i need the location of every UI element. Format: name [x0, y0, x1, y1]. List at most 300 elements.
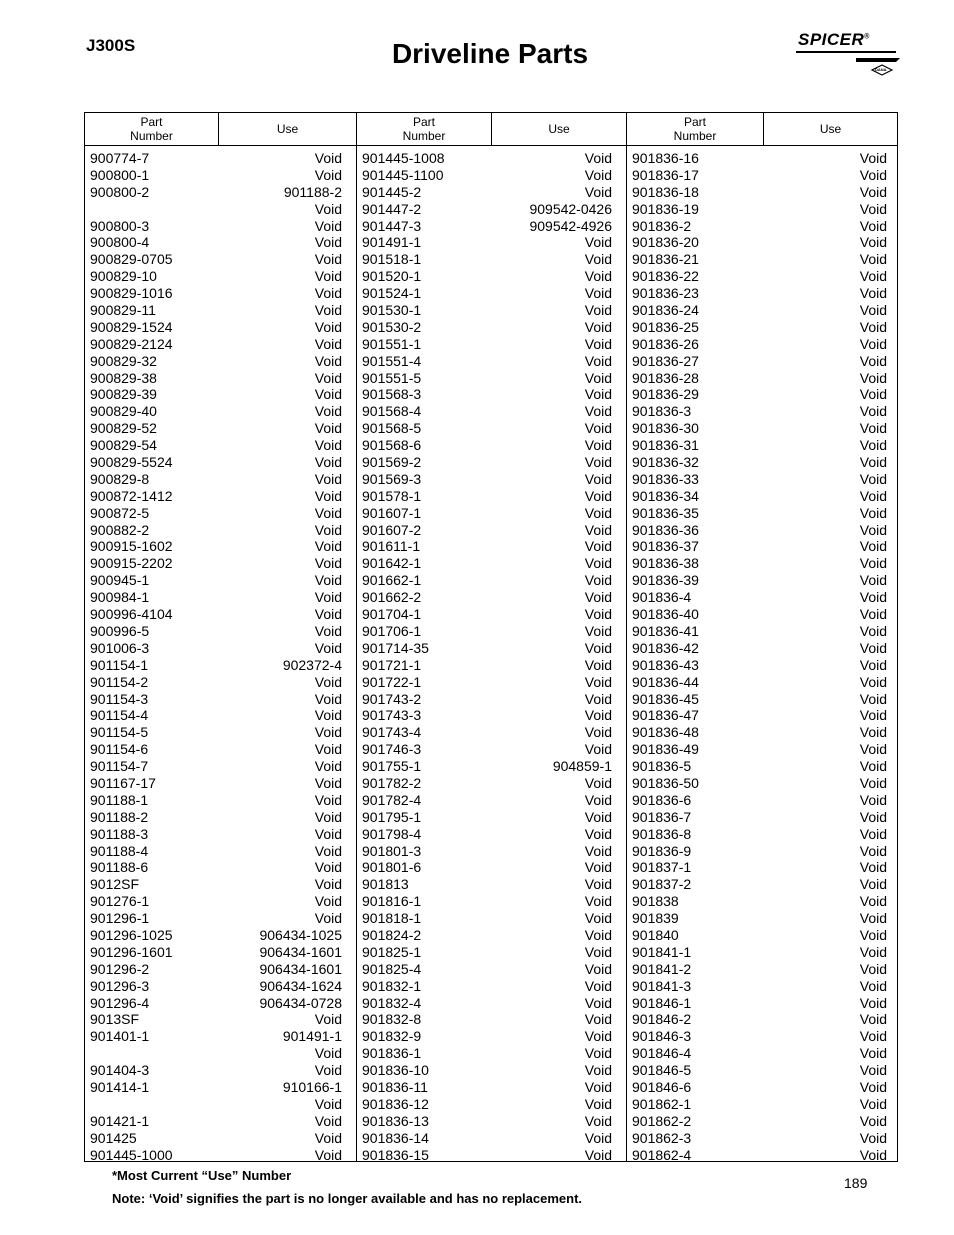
table-row: [357, 910, 626, 927]
part-number: 901154-7: [90, 758, 149, 775]
use-value: Void: [859, 758, 887, 775]
part-number: 901795-1: [362, 808, 422, 825]
use-value: Void: [314, 1129, 342, 1146]
table-row: [85, 657, 356, 674]
part-number: 901836-30: [632, 420, 699, 437]
use-value: Void: [584, 673, 612, 690]
part-number: 901491-1: [362, 234, 422, 251]
use-value: Void: [314, 217, 342, 234]
use-value: 901188-2: [283, 183, 342, 200]
use-value: Void: [584, 639, 612, 656]
use-value: Void: [859, 724, 887, 741]
part-number: 901832-9: [362, 1028, 422, 1045]
table-row: [627, 437, 897, 454]
use-value: Void: [584, 234, 612, 251]
part-number: 901706-1: [362, 622, 422, 639]
part-number: 901551-1: [362, 335, 422, 352]
part-number: 901607-2: [362, 521, 422, 538]
use-value: Void: [859, 791, 887, 808]
part-number: 900829-32: [90, 352, 157, 369]
part-number: 901836-14: [362, 1129, 429, 1146]
use-value: Void: [584, 926, 612, 943]
use-value: Void: [314, 741, 342, 758]
table-row: [357, 1147, 626, 1164]
table-row: [627, 1045, 897, 1062]
table-row: [85, 1096, 356, 1113]
use-value: Void: [314, 335, 342, 352]
use-value: Void: [584, 808, 612, 825]
use-value: Void: [859, 538, 887, 555]
use-value: Void: [314, 538, 342, 555]
table-row: [627, 370, 897, 387]
use-value: Void: [859, 622, 887, 639]
table-row: [357, 538, 626, 555]
table-row: [627, 961, 897, 978]
part-number: 901836-29: [632, 386, 699, 403]
part-number: 901551-4: [362, 352, 422, 369]
table-row: [85, 336, 356, 353]
table-row: [85, 572, 356, 589]
table-row: [85, 234, 356, 251]
table-row: [85, 201, 356, 218]
part-number: 901816-1: [362, 893, 422, 910]
dana-badge-text: DANA: [875, 67, 887, 72]
use-value: Void: [584, 622, 612, 639]
use-value: Void: [584, 555, 612, 572]
use-value: 909542-4926: [529, 217, 612, 234]
use-value: Void: [859, 504, 887, 521]
use-value: Void: [859, 977, 887, 994]
use-value: Void: [859, 150, 887, 166]
table-row: [357, 251, 626, 268]
use-value: Void: [584, 825, 612, 842]
part-number: 901836-32: [632, 454, 699, 471]
table-row: [357, 386, 626, 403]
part-number: 901520-1: [362, 268, 422, 285]
part-number: 901836-5: [632, 758, 692, 775]
use-value: Void: [859, 825, 887, 842]
part-number: 901530-1: [362, 302, 422, 319]
part-number: 9012SF: [90, 876, 140, 893]
table-row: [627, 454, 897, 471]
table-row: [357, 792, 626, 809]
part-number: 901813: [362, 876, 409, 893]
part-number: 901836-7: [632, 808, 692, 825]
table-row: [357, 1079, 626, 1096]
part-number: 901836-26: [632, 335, 699, 352]
part-number: 901836-44: [632, 673, 699, 690]
table-row: [357, 488, 626, 505]
part-number: 901836-42: [632, 639, 699, 656]
use-value: Void: [584, 910, 612, 927]
table-row: [357, 995, 626, 1012]
part-number: 901188-4: [90, 842, 149, 859]
use-value: Void: [859, 302, 887, 319]
part-number: 901154-1: [90, 656, 149, 673]
part-number: 901832-4: [362, 994, 422, 1011]
part-number: 901841-1: [632, 943, 692, 960]
use-value: Void: [584, 690, 612, 707]
table-row: [357, 234, 626, 251]
table-row: [357, 454, 626, 471]
table-row: [627, 268, 897, 285]
table-row: [627, 792, 897, 809]
part-number: 901839: [632, 910, 679, 927]
table-row: [85, 758, 356, 775]
table-row: [85, 386, 356, 403]
table-row: [85, 589, 356, 606]
part-number: 900872-5: [90, 504, 150, 521]
part-number: 901836-49: [632, 741, 699, 758]
use-value: Void: [314, 487, 342, 504]
table-row: [357, 319, 626, 336]
use-value: Void: [859, 774, 887, 791]
use-value: Void: [584, 1028, 612, 1045]
part-number: 901642-1: [362, 555, 422, 572]
part-number: 900915-2202: [90, 555, 173, 572]
part-number: 901836-22: [632, 268, 699, 285]
part-number: 901836-25: [632, 318, 699, 335]
use-value: Void: [584, 437, 612, 454]
part-number: 901836-18: [632, 183, 699, 200]
use-value: Void: [859, 656, 887, 673]
footnote-current-use: *Most Current “Use” Number: [112, 1168, 292, 1183]
use-value: Void: [314, 234, 342, 251]
use-value: Void: [314, 572, 342, 589]
use-value: 906434-1624: [259, 977, 342, 994]
use-value: Void: [859, 369, 887, 386]
table-row: [85, 792, 356, 809]
part-number: 901445-1100: [362, 166, 444, 183]
use-value: Void: [314, 318, 342, 335]
part-number: 901798-4: [362, 825, 422, 842]
part-number: 900829-0705: [90, 251, 173, 268]
table-row: [357, 285, 626, 302]
part-number: 901836-11: [362, 1078, 428, 1095]
table-row: [627, 978, 897, 995]
part-number: 901836-48: [632, 724, 699, 741]
use-value: Void: [859, 1095, 887, 1112]
use-value: 906434-1025: [259, 926, 342, 943]
table-row: [627, 555, 897, 572]
part-number: 901188-2: [90, 808, 149, 825]
table-row: [357, 724, 626, 741]
part-number: 901836-9: [632, 842, 692, 859]
part-number: 900800-3: [90, 217, 150, 234]
part-number: 9013SF: [90, 1011, 140, 1028]
part-number: 901296-1601: [90, 943, 173, 960]
use-value: Void: [859, 926, 887, 943]
table-row: [627, 234, 897, 251]
table-row: [85, 488, 356, 505]
part-number: 901836-41: [632, 622, 699, 639]
table-row: [85, 606, 356, 623]
part-number: 901611-1: [362, 538, 421, 555]
use-value: Void: [859, 606, 887, 623]
part-number: 901837-2: [632, 876, 692, 893]
part-number: 900829-2124: [90, 335, 173, 352]
use-value: Void: [584, 454, 612, 471]
part-number: 901578-1: [362, 487, 422, 504]
part-number: 901568-5: [362, 420, 422, 437]
part-number: 900915-1602: [90, 538, 173, 555]
use-value: Void: [584, 487, 612, 504]
table-row: [627, 319, 897, 336]
table-row: [85, 285, 356, 302]
part-number: 900800-4: [90, 234, 150, 251]
part-number: 901836-21: [632, 251, 699, 268]
table-row: [357, 522, 626, 539]
part-number: 901425: [90, 1129, 137, 1146]
part-number: 901445-1008: [362, 150, 445, 166]
table-row: [627, 995, 897, 1012]
part-number: 901836-17: [632, 166, 699, 183]
part-number: 901296-3: [90, 977, 150, 994]
table-row: [627, 386, 897, 403]
use-value: Void: [859, 1078, 887, 1095]
table-row: [627, 285, 897, 302]
use-value: Void: [584, 572, 612, 589]
table-row: [357, 572, 626, 589]
use-value: Void: [584, 352, 612, 369]
table-row: [85, 268, 356, 285]
use-value: Void: [314, 352, 342, 369]
part-number: 900829-39: [90, 386, 157, 403]
table-column-2: [357, 146, 627, 1161]
table-row: [627, 944, 897, 961]
table-row: [357, 167, 626, 184]
table-row: [357, 353, 626, 370]
table-row: [357, 961, 626, 978]
table-row: [627, 251, 897, 268]
part-number: 900829-38: [90, 369, 157, 386]
use-value: Void: [584, 707, 612, 724]
use-value: Void: [859, 318, 887, 335]
part-number: 900829-10: [90, 268, 157, 285]
use-value: Void: [859, 910, 887, 927]
part-number: 901836-28: [632, 369, 699, 386]
part-number: 901862-2: [632, 1112, 692, 1129]
use-value: Void: [314, 555, 342, 572]
part-number: 901154-4: [90, 707, 149, 724]
use-value: Void: [314, 369, 342, 386]
table-row: [357, 370, 626, 387]
use-value: Void: [314, 454, 342, 471]
table-row: [85, 623, 356, 640]
table-row: [85, 353, 356, 370]
table-row: [627, 910, 897, 927]
registered-mark: ®: [864, 33, 870, 41]
table-column-1: [85, 146, 357, 1161]
table-row: [357, 218, 626, 235]
use-value: Void: [584, 774, 612, 791]
part-number: 901746-3: [362, 741, 422, 758]
table-row: [627, 826, 897, 843]
part-number: 901836-15: [362, 1146, 429, 1163]
use-value: Void: [314, 758, 342, 775]
part-number: 901836-39: [632, 572, 699, 589]
part-number: 901836-27: [632, 352, 699, 369]
part-number: 901421-1: [90, 1112, 150, 1129]
table-row: [627, 1079, 897, 1096]
part-number: 901445-2: [362, 183, 422, 200]
part-number: 901743-4: [362, 724, 422, 741]
table-row: [85, 471, 356, 488]
part-number: 901836-35: [632, 504, 699, 521]
use-value: Void: [584, 791, 612, 808]
part-number: 901568-3: [362, 386, 422, 403]
part-number: 901846-5: [632, 1062, 692, 1079]
table-row: [357, 1113, 626, 1130]
part-number: 901662-1: [362, 572, 422, 589]
table-row: [627, 843, 897, 860]
part-number: 901825-4: [362, 960, 422, 977]
table-row: [627, 691, 897, 708]
part-number: 901404-3: [90, 1062, 150, 1079]
part-number: 900882-2: [90, 521, 150, 538]
part-number: 901862-3: [632, 1129, 692, 1146]
use-value: Void: [314, 1045, 342, 1062]
table-row: [85, 707, 356, 724]
use-value: 909542-0426: [529, 200, 612, 217]
part-number: 900829-54: [90, 437, 157, 454]
use-value: Void: [859, 690, 887, 707]
part-number: 901296-4: [90, 994, 150, 1011]
table-row: [85, 691, 356, 708]
part-number: 901832-8: [362, 1011, 422, 1028]
part-number: 901836-40: [632, 606, 699, 623]
table-row: [85, 167, 356, 184]
part-number: 901006-3: [90, 639, 150, 656]
table-row: [357, 1028, 626, 1045]
use-value: Void: [314, 893, 342, 910]
use-value: Void: [859, 454, 887, 471]
part-number: 901841-3: [632, 977, 692, 994]
part-number: 901188-6: [90, 859, 149, 876]
use-value: Void: [584, 1045, 612, 1062]
part-number: 901836-8: [632, 825, 692, 842]
table-row: [85, 437, 356, 454]
use-value: Void: [314, 470, 342, 487]
part-number: 901836-1: [362, 1045, 422, 1062]
table-row: [85, 1062, 356, 1079]
part-number: 901836-33: [632, 470, 699, 487]
use-value: Void: [314, 842, 342, 859]
use-value: Void: [314, 622, 342, 639]
part-number: 901836-20: [632, 234, 699, 251]
use-value: 906434-1601: [259, 960, 342, 977]
part-number: 901704-1: [362, 606, 422, 623]
table-row: [627, 589, 897, 606]
part-number: 901836-36: [632, 521, 699, 538]
table-row: [627, 302, 897, 319]
table-row: [85, 251, 356, 268]
table-row: [627, 893, 897, 910]
part-number: 900945-1: [90, 572, 150, 589]
use-value: 906434-0728: [259, 994, 342, 1011]
use-value: Void: [584, 724, 612, 741]
table-row: [627, 201, 897, 218]
table-row: [85, 826, 356, 843]
part-number: 901836-24: [632, 302, 699, 319]
table-row: [627, 606, 897, 623]
use-value: Void: [859, 200, 887, 217]
part-number: 901782-4: [362, 791, 422, 808]
part-number: 901836-31: [632, 437, 699, 454]
table-row: [357, 505, 626, 522]
part-number: 901551-5: [362, 369, 422, 386]
parts-table: [84, 112, 898, 1162]
use-value: Void: [314, 910, 342, 927]
use-value: Void: [859, 1028, 887, 1045]
table-row: [627, 707, 897, 724]
table-row: [627, 218, 897, 235]
part-number: 901167-17: [90, 774, 156, 791]
use-value: Void: [859, 420, 887, 437]
use-value: Void: [584, 538, 612, 555]
table-row: [85, 1079, 356, 1096]
table-row: [627, 336, 897, 353]
table-row: [627, 403, 897, 420]
table-row: [357, 1045, 626, 1062]
use-value: Void: [314, 251, 342, 268]
use-value: Void: [584, 1078, 612, 1095]
table-row: [357, 944, 626, 961]
use-value: Void: [314, 504, 342, 521]
table-row: [85, 724, 356, 741]
table-row: [357, 640, 626, 657]
table-row: [357, 978, 626, 995]
table-row: [357, 471, 626, 488]
table-row: [357, 184, 626, 201]
use-value: Void: [314, 724, 342, 741]
table-row: [357, 843, 626, 860]
table-row: [85, 995, 356, 1012]
header-part-number-1: Part Number: [85, 113, 219, 146]
part-number: 901568-4: [362, 403, 422, 420]
part-number: 901836-45: [632, 690, 699, 707]
part-number: 901524-1: [362, 285, 422, 302]
use-value: Void: [859, 251, 887, 268]
table-row: [85, 538, 356, 555]
use-value: Void: [584, 420, 612, 437]
use-value: Void: [314, 403, 342, 420]
part-number: 901837-1: [632, 859, 692, 876]
use-value: Void: [859, 1062, 887, 1079]
table-row: [85, 978, 356, 995]
use-value: Void: [584, 741, 612, 758]
part-number: 901862-4: [632, 1146, 692, 1163]
part-number: 901568-6: [362, 437, 422, 454]
part-number: 901836-3: [632, 403, 692, 420]
table-row: [85, 370, 356, 387]
part-number: 901836-12: [362, 1095, 429, 1112]
part-number: 901836-23: [632, 285, 699, 302]
use-value: Void: [859, 943, 887, 960]
use-value: Void: [584, 318, 612, 335]
table-row: [357, 268, 626, 285]
part-number: 901296-1025: [90, 926, 173, 943]
part-number: 901722-1: [362, 673, 422, 690]
use-value: Void: [584, 369, 612, 386]
table-row: [627, 184, 897, 201]
use-value: Void: [314, 690, 342, 707]
part-number: 901447-3: [362, 217, 422, 234]
table-row: [627, 167, 897, 184]
use-value: Void: [584, 285, 612, 302]
table-row: [357, 657, 626, 674]
part-number: 900829-1016: [90, 285, 173, 302]
